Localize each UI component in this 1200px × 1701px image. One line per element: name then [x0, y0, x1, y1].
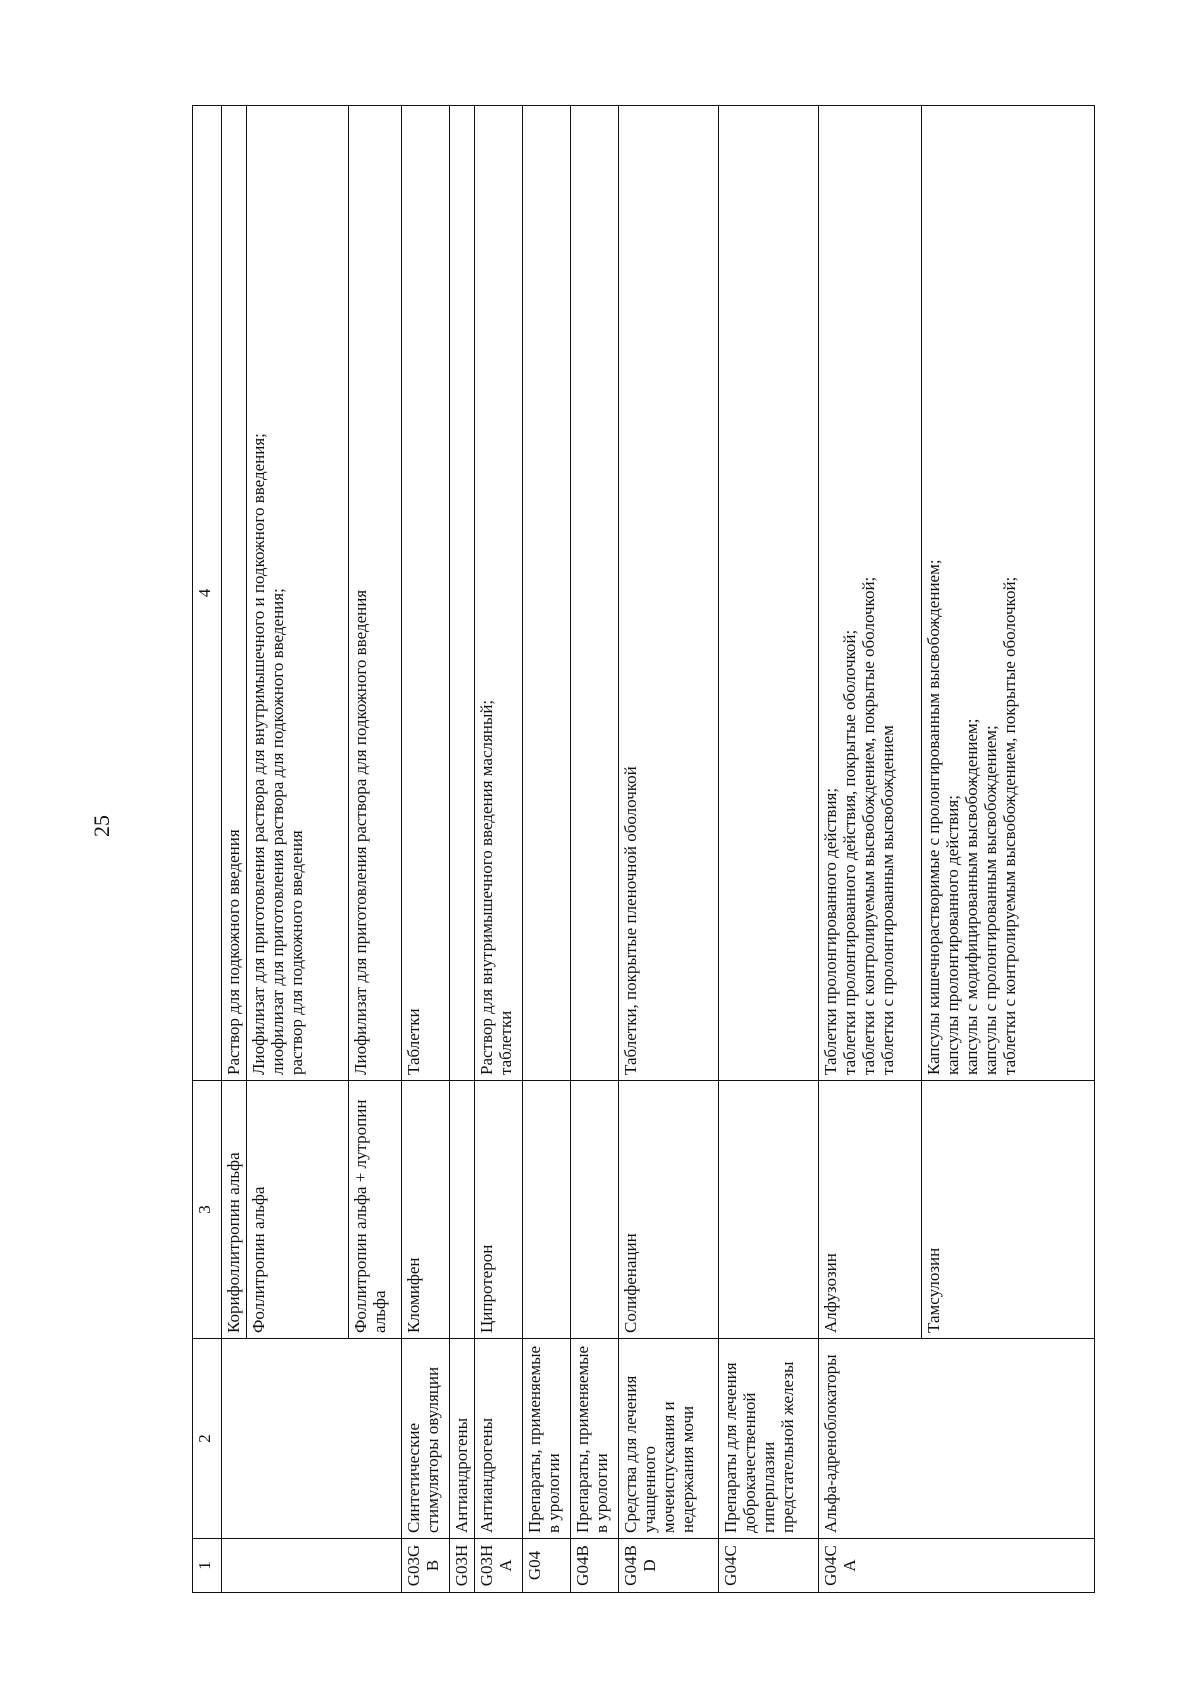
dosage-form-line: капсулы пролонгированного действия;: [943, 795, 962, 1075]
dosage-form-line: лиофилизат для приготовления раствора для подкожного введения;: [268, 588, 287, 1075]
drug-name-cell: [571, 1081, 619, 1339]
atc-code-cell: G04B: [571, 1539, 619, 1593]
table-row: [402, 106, 450, 1593]
table-row: [450, 106, 475, 1593]
atc-code-cell: G03HA: [475, 1539, 523, 1593]
atc-code-cell: [222, 1539, 402, 1593]
header-col-2: 2: [193, 1339, 222, 1539]
drug-name-cell: Солифенацин: [619, 1081, 719, 1339]
table-row: [719, 106, 819, 1593]
dosage-form-line: таблетки с контролируемым высвобождением, покрытые оболочкой;: [859, 576, 878, 1075]
dosage-form-line: Раствор для внутримышечного введения масляный;: [477, 699, 496, 1075]
atc-group-cell: Синтетические стимуляторы овуляции: [402, 1339, 450, 1539]
atc-group-cell: Препараты, применяемые в урологии: [523, 1339, 571, 1539]
dosage-form-line: Капсулы кишечнорастворимые с пролонгированным высвобождением;: [924, 559, 943, 1075]
atc-code-cell: G04BD: [619, 1539, 719, 1593]
drug-name-cell: Алфузозин: [819, 1081, 922, 1339]
table-row: [475, 106, 523, 1593]
drug-name-cell: Фоллитропин альфа + лутропин альфа: [349, 1081, 402, 1339]
dosage-forms-cell: [571, 106, 619, 1081]
atc-code-cell: G03GB: [402, 1539, 450, 1593]
table-row: [523, 106, 571, 1593]
dosage-forms-cell: [222, 106, 247, 1081]
atc-group-cell: Антиандрогены: [475, 1339, 523, 1539]
dosage-form-line: капсулы с пролонгированным высвобождением;: [981, 725, 1000, 1075]
dosage-form-line: раствор для подкожного введения: [287, 830, 306, 1075]
dosage-forms-cell: [349, 106, 402, 1081]
atc-group-cell: Антиандрогены: [450, 1339, 475, 1539]
dosage-form-line: Лиофилизат для приготовления раствора для подкожного введения: [351, 589, 370, 1075]
dosage-form-line: Лиофилизат для приготовления раствора для внутримышечного и подкожного введения;: [249, 433, 268, 1075]
dosage-form-line: Таблетки пролонгированного действия;: [821, 787, 840, 1075]
dosage-form-line: таблетки с контролируемым высвобождением, покрытые оболочкой;: [1000, 576, 1019, 1075]
drug-name-cell: [523, 1081, 571, 1339]
dosage-forms-cell: [475, 106, 523, 1081]
header-col-3: 3: [193, 1081, 222, 1339]
atc-code-cell: G03H: [450, 1539, 475, 1593]
dosage-form-line: капсулы с модифицированным высвобождением;: [962, 718, 981, 1075]
drug-name-cell: Фоллитропин альфа: [247, 1081, 349, 1339]
atc-group-cell: Альфа-адреноблокаторы: [819, 1339, 1095, 1539]
dosage-forms-cell: [402, 106, 450, 1081]
atc-group-cell: Препараты, применяемые в урологии: [571, 1339, 619, 1539]
table-row: [222, 106, 247, 1593]
dosage-forms-cell: [819, 106, 922, 1081]
atc-code-cell: G04: [523, 1539, 571, 1593]
header-col-4: 4: [193, 106, 222, 1081]
header-col-1: 1: [193, 1539, 222, 1593]
page-number: 25: [89, 815, 114, 837]
dosage-forms-cell: [922, 106, 1095, 1081]
atc-code-cell: G04CA: [819, 1539, 1095, 1593]
drug-name-cell: Тамсулозин: [922, 1081, 1095, 1339]
dosage-forms-cell: [450, 106, 475, 1081]
table-row: [619, 106, 719, 1593]
drug-name-cell: Корифоллитропин альфа: [222, 1081, 247, 1339]
dosage-forms-cell: [247, 106, 349, 1081]
dosage-forms-cell: [719, 106, 819, 1081]
drug-name-cell: Кломифен: [402, 1081, 450, 1339]
table-header-row: [193, 106, 222, 1593]
dosage-form-line: таблетки: [496, 1010, 515, 1075]
drug-name-cell: [450, 1081, 475, 1339]
dosage-forms-cell: [619, 106, 719, 1081]
atc-group-cell: [222, 1339, 402, 1539]
dosage-form-line: таблетки с пролонгированным высвобождением: [878, 725, 897, 1075]
atc-group-cell: Препараты для лечения доброкачественной гиперплазии предстательной железы: [719, 1339, 819, 1539]
drug-name-cell: [719, 1081, 819, 1339]
dosage-form-line: Таблетки, покрытые пленочной оболочкой: [621, 766, 640, 1075]
dosage-form-line: Таблетки: [404, 1008, 423, 1075]
dosage-form-line: Раствор для подкожного введения: [224, 829, 243, 1075]
table-row: [819, 106, 922, 1593]
table-row: [571, 106, 619, 1593]
drug-name-cell: Ципротерон: [475, 1081, 523, 1339]
table-container: [192, 106, 1095, 1593]
medication-table: [192, 105, 1095, 1593]
dosage-form-line: таблетки пролонгированного действия, покрытые оболочкой;: [840, 629, 859, 1075]
atc-group-cell: Средства для лечения учащенного мочеиспускания и недержания мочи: [619, 1339, 719, 1539]
atc-code-cell: G04C: [719, 1539, 819, 1593]
dosage-forms-cell: [523, 106, 571, 1081]
